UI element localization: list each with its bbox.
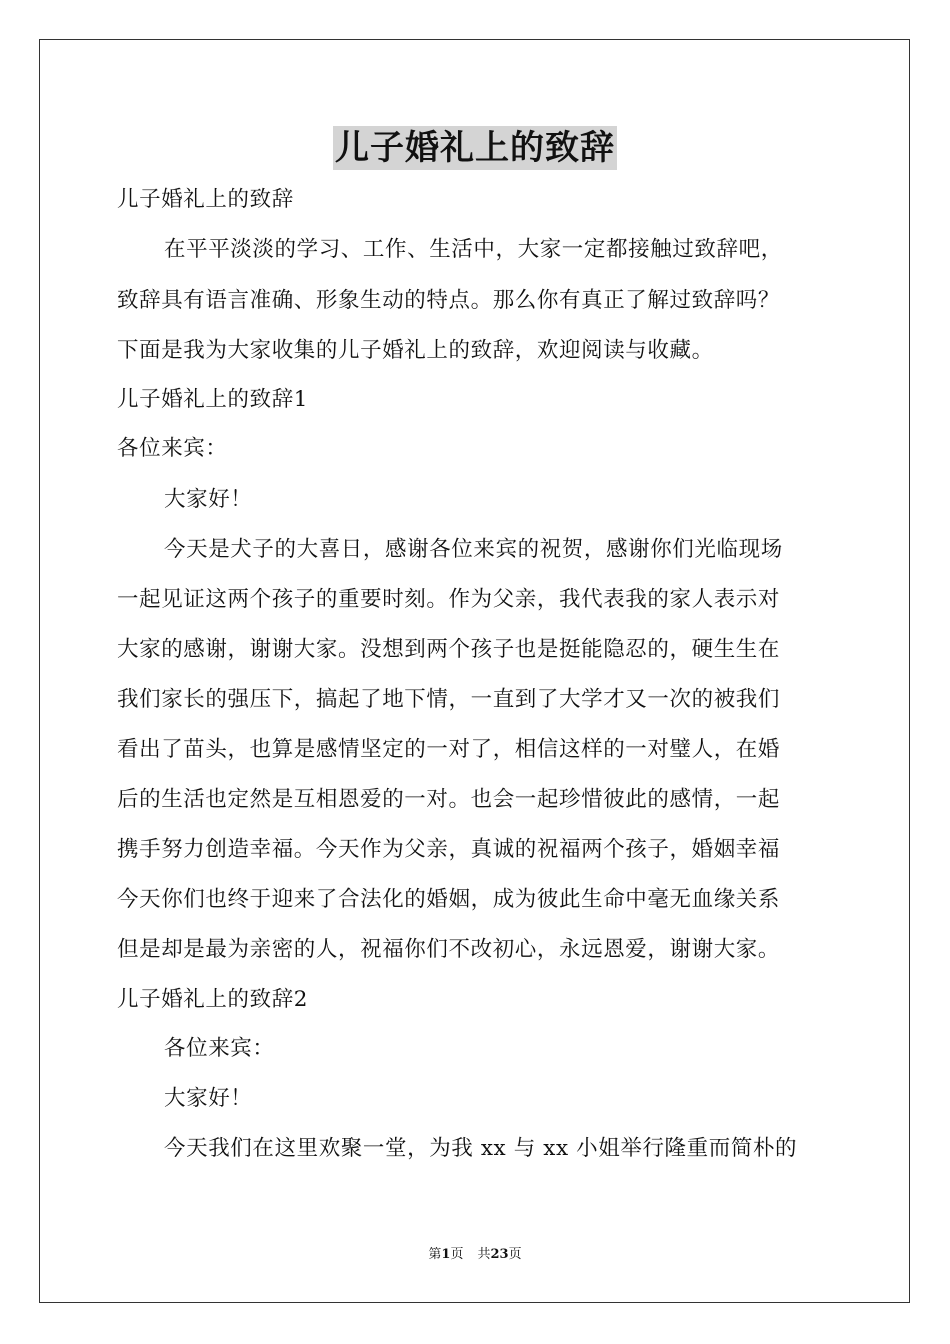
body-line: 看出了苗头，也算是感情坚定的一对了，相信这样的一对璧人，在婚	[117, 737, 781, 762]
document-title: 儿子婚礼上的致辞	[335, 128, 615, 168]
body-line: 携手努力创造幸福。今天作为父亲，真诚的祝福两个孩子，婚姻幸福	[117, 837, 781, 862]
salutation-1: 各位来宾：	[117, 436, 228, 461]
page-prefix: 第	[428, 1247, 442, 1262]
intro-line: 在平平淡淡的学习、工作、生活中，大家一定都接触过致辞吧，	[164, 237, 783, 262]
body-line: 但是却是最为亲密的人，祝福你们不改初心，永远恩爱，谢谢大家。	[117, 937, 781, 962]
salutation-2: 各位来宾：	[164, 1036, 275, 1061]
intro-line: 致辞具有语言准确、形象生动的特点。那么你有真正了解过致辞吗？	[117, 288, 781, 313]
page-total: 23	[490, 1247, 509, 1262]
total-unit: 页	[508, 1247, 522, 1262]
page-current: 1	[441, 1247, 451, 1262]
body-line: 一起见证这两个孩子的重要时刻。作为父亲，我代表我的家人表示对	[117, 587, 781, 612]
body-line: 今天你们也终于迎来了合法化的婚姻，成为彼此生命中毫无血缘关系	[117, 887, 781, 912]
document-subtitle: 儿子婚礼上的致辞	[117, 187, 294, 212]
body-line: 今天是犬子的大喜日，感谢各位来宾的祝贺，感谢你们光临现场	[164, 537, 783, 562]
greeting-1: 大家好！	[164, 487, 253, 512]
body-line: 我们家长的强压下，搞起了地下情，一直到了大学才又一次的被我们	[117, 687, 781, 712]
title-container	[0, 126, 950, 170]
body-line: 后的生活也定然是互相恩爱的一对。也会一起珍惜彼此的感情，一起	[117, 787, 781, 812]
section-heading-2: 儿子婚礼上的致辞2	[117, 987, 309, 1012]
total-prefix: 共	[477, 1247, 491, 1262]
intro-line: 下面是我为大家收集的儿子婚礼上的致辞，欢迎阅读与收藏。	[117, 338, 714, 363]
page-footer	[0, 1246, 950, 1264]
body-line: 大家的感谢，谢谢大家。没想到两个孩子也是挺能隐忍的，硬生生在	[117, 637, 781, 662]
body-line: 今天我们在这里欢聚一堂，为我 xx 与 xx 小姐举行隆重而简朴的	[164, 1136, 798, 1161]
page-unit: 页	[450, 1247, 464, 1262]
greeting-2: 大家好！	[164, 1086, 253, 1111]
section-heading-1: 儿子婚礼上的致辞1	[117, 387, 309, 412]
